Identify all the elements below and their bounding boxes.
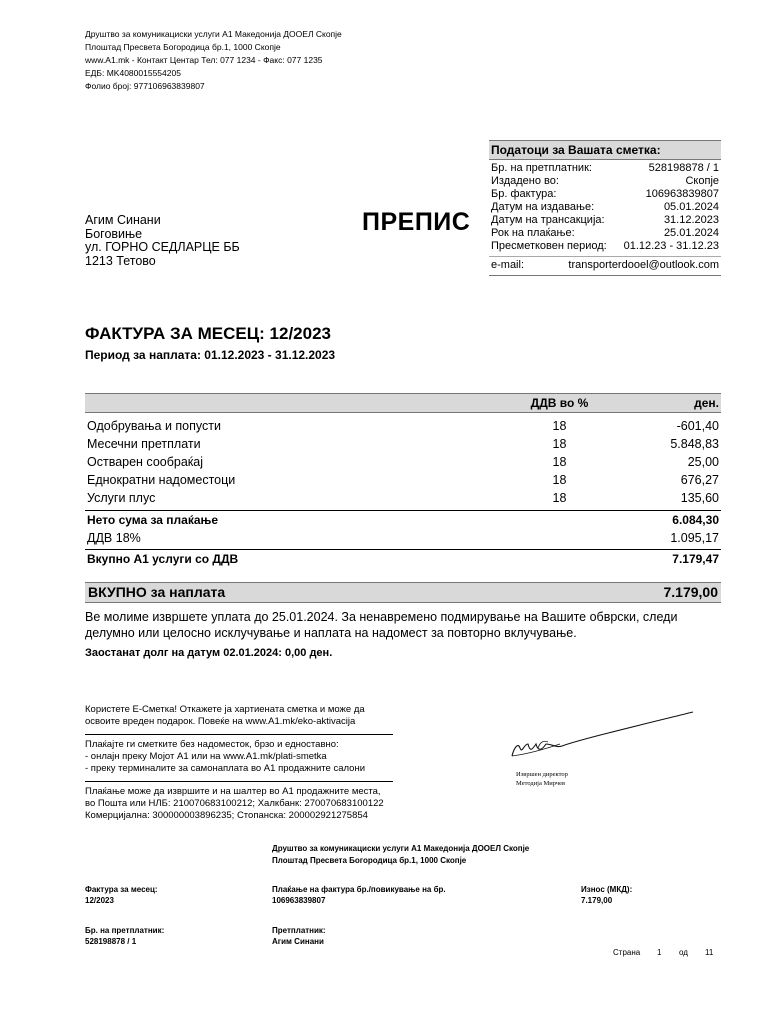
charges-table bbox=[85, 393, 721, 568]
slip-label: Претплатник: bbox=[272, 926, 326, 935]
info-label: Датум на трансакција: bbox=[491, 214, 605, 226]
info-value: Скопје bbox=[685, 175, 719, 187]
info-row-email bbox=[489, 256, 721, 276]
slip-payment-reference bbox=[272, 884, 446, 906]
notice-line: Ве молиме извршете уплата до 25.01.2024. За ненавремено подмирување на Вашите обврски, следи bbox=[85, 610, 678, 624]
info-label: Рок на плаќање: bbox=[491, 227, 575, 239]
bank-info-text: во Пошта или НЛБ: 210070683100212; Халкбанк: 270070683100122 bbox=[85, 798, 384, 809]
info-row-subscriber bbox=[489, 162, 721, 175]
payment-option-text: - онлајн преку Мојот А1 или на www.A1.mk/plati-smetka bbox=[85, 751, 327, 762]
total-a1-label: Вкупно А1 услуги со ДДВ bbox=[87, 552, 239, 566]
table-row bbox=[85, 471, 721, 489]
slip-amount bbox=[581, 884, 632, 906]
table-header bbox=[85, 393, 721, 413]
row-name: Услуги плус bbox=[87, 491, 156, 505]
row-name: Месечни претплати bbox=[87, 437, 201, 451]
net-sum-label: Нето сума за плаќање bbox=[87, 513, 219, 527]
slip-value: Агим Синани bbox=[272, 937, 324, 946]
customer-place: Боговиње bbox=[85, 226, 143, 241]
page-label: Страна bbox=[613, 948, 641, 957]
row-amount: 25,00 bbox=[687, 455, 719, 469]
info-value: 05.01.2024 bbox=[663, 201, 719, 213]
row-vat: 18 bbox=[552, 419, 567, 433]
column-header-amount: ден. bbox=[694, 396, 719, 410]
divider bbox=[85, 734, 393, 735]
row-name: Еднократни надоместоци bbox=[87, 473, 236, 487]
info-label: Датум на издавање: bbox=[491, 201, 595, 213]
info-row-due-date bbox=[489, 227, 721, 240]
grand-total-value: 7.179,00 bbox=[663, 584, 718, 600]
copy-label: ПРЕПИС bbox=[362, 208, 471, 236]
customer-address bbox=[85, 214, 240, 268]
row-amount: 676,27 bbox=[680, 473, 719, 487]
info-label: Издадено во: bbox=[491, 175, 559, 187]
bank-info-text: Плаќање може да извршите и на шалтер во А1 продажните места, bbox=[85, 786, 381, 797]
page-indicator bbox=[613, 948, 713, 957]
info-value: 31.12.2023 bbox=[663, 214, 719, 226]
payment-info-block bbox=[85, 704, 395, 822]
info-value: 01.12.23 - 31.12.23 bbox=[623, 240, 719, 252]
company-edb: ЕДБ: MK4080015554205 bbox=[85, 68, 181, 78]
slip-value: 106963839807 bbox=[272, 896, 326, 905]
outstanding-debt: Заостанат долг на датум 02.01.2024: 0,00 ден. bbox=[85, 647, 333, 659]
info-row-issue-date bbox=[489, 201, 721, 214]
info-value: 106963839807 bbox=[645, 188, 719, 200]
row-amount: -601,40 bbox=[676, 419, 719, 433]
bank-info-text: Комерцијална: 300000003896235; Стопанска: 200002921275854 bbox=[85, 810, 368, 821]
slip-label: Бр. на претплатник: bbox=[85, 926, 165, 935]
signature-caption bbox=[516, 770, 568, 788]
page-total: 11 bbox=[705, 948, 714, 957]
page-of: од bbox=[679, 948, 688, 957]
slip-subscriber bbox=[272, 925, 326, 947]
company-folio: Фолио број: 977106963839807 bbox=[85, 81, 205, 91]
info-label: e-mail: bbox=[491, 259, 525, 271]
company-address: Плоштад Пресвета Богородица бр.1, 1000 Скопје bbox=[85, 42, 281, 52]
info-value: 25.01.2024 bbox=[663, 227, 719, 239]
slip-value: 7.179,00 bbox=[581, 896, 613, 905]
payment-option-text: - преку терминалите за самонаплата во А1 продажните салони bbox=[85, 763, 365, 774]
info-label: Бр. фактура: bbox=[491, 188, 557, 200]
row-vat: 18 bbox=[552, 455, 567, 469]
company-contact: www.A1.mk - Контакт Центар Тел: 077 1234 - Факс: 077 1235 bbox=[85, 55, 323, 65]
slip-value: 528198878 / 1 bbox=[85, 937, 137, 946]
company-header bbox=[85, 28, 342, 93]
table-row bbox=[85, 435, 721, 453]
company-name: Друштво за комуникациски услуги А1 Македонија ДООЕЛ Скопје bbox=[85, 29, 342, 39]
vat-row bbox=[85, 529, 721, 547]
total-a1-value: 7.179,47 bbox=[672, 552, 719, 566]
page-current: 1 bbox=[657, 948, 662, 957]
invoice-period: Период за наплата: 01.12.2023 - 31.12.2023 bbox=[85, 348, 336, 362]
slip-value: 12/2023 bbox=[85, 896, 114, 905]
vat-label: ДДВ 18% bbox=[87, 531, 141, 545]
info-label: Пресметковен период: bbox=[491, 240, 607, 252]
ebill-text: Користете Е-Сметка! Откажете ја хартиената сметка и може да bbox=[85, 704, 365, 715]
grand-total-bar bbox=[85, 582, 721, 603]
slip-label: Плаќање на фактура бр./повикување на бр. bbox=[272, 885, 446, 894]
payment-option-text: Плаќајте ги сметките без надоместок, брзо и едноставно: bbox=[85, 739, 339, 750]
slip-subscriber-number bbox=[85, 925, 164, 947]
account-info-header: Податоци за Вашата сметка: bbox=[489, 140, 721, 160]
slip-company bbox=[272, 843, 529, 867]
table-row bbox=[85, 453, 721, 471]
customer-city: 1213 Тетово bbox=[85, 253, 156, 268]
info-row-transaction-date bbox=[489, 214, 721, 227]
signer-name: Методија Мирчев bbox=[516, 780, 566, 787]
slip-company-address: Плоштад Пресвета Богородица бр.1, 1000 Скопје bbox=[272, 856, 467, 865]
slip-company-name: Друштво за комуникациски услуги А1 Македонија ДООЕЛ Скопје bbox=[272, 844, 530, 853]
email-value: transporterdooel@outlook.com bbox=[568, 259, 719, 271]
info-label: Бр. на претплатник: bbox=[491, 162, 592, 174]
signer-title: Извршен директор bbox=[516, 771, 568, 778]
row-vat: 18 bbox=[552, 473, 567, 487]
vat-value: 1.095,17 bbox=[670, 531, 719, 545]
row-vat: 18 bbox=[552, 437, 567, 451]
row-vat: 18 bbox=[552, 491, 567, 505]
table-row bbox=[85, 417, 721, 435]
slip-label: Фактура за месец: bbox=[85, 885, 158, 894]
total-a1-row bbox=[85, 550, 721, 568]
table-row bbox=[85, 489, 721, 507]
net-sum-value: 6.084,30 bbox=[672, 513, 719, 527]
net-sum-row bbox=[85, 511, 721, 529]
customer-street: ул. ГОРНО СЕДЛАРЦЕ ББ bbox=[85, 240, 240, 254]
account-info-box bbox=[489, 140, 721, 276]
row-name: Одобрувања и попусти bbox=[87, 419, 221, 433]
notice-line: делумно или целосно исклучување и наплата на надомест за повторно вклучување. bbox=[85, 625, 577, 640]
row-amount: 5.848,83 bbox=[670, 437, 719, 451]
row-name: Остварен сообраќај bbox=[87, 455, 203, 469]
info-value: 528198878 / 1 bbox=[648, 162, 719, 174]
info-row-billing-period bbox=[489, 240, 721, 253]
payment-notice bbox=[85, 610, 735, 641]
customer-name: Агим Синани bbox=[85, 213, 161, 227]
info-row-invoice-no bbox=[489, 188, 721, 201]
grand-total-label: ВКУПНО за наплата bbox=[88, 584, 226, 600]
slip-label: Износ (МКД): bbox=[581, 885, 633, 894]
divider bbox=[85, 781, 393, 782]
ebill-text: освоите вреден подарок. Повеќе на www.A1.mk/eko-aktivacija bbox=[85, 716, 356, 727]
row-amount: 135,60 bbox=[680, 491, 719, 505]
info-row-issued-in bbox=[489, 175, 721, 188]
slip-invoice-month bbox=[85, 884, 158, 906]
invoice-title: ФАКТУРА ЗА МЕСЕЦ: 12/2023 bbox=[85, 324, 331, 343]
column-header-vat: ДДВ во % bbox=[530, 396, 589, 410]
